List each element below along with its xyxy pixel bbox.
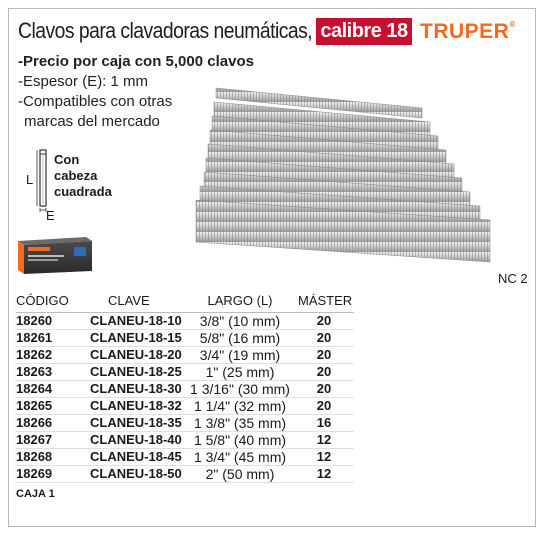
brand-name: TRUPER — [420, 20, 510, 43]
page-title: Clavos para clavadoras neumáticas, — [18, 18, 313, 43]
diagram-length-label: L — [26, 172, 34, 187]
master-cell: 20 — [294, 380, 354, 397]
key-cell: CLANEU-18-40 — [80, 431, 186, 448]
length-cell: 3/4" (19 mm) — [186, 346, 294, 363]
feature-item: -Precio por caja con 5,000 clavos — [18, 53, 254, 70]
master-cell: 20 — [294, 397, 354, 414]
column-header-key: CLAVE — [80, 290, 186, 312]
code-cell: 18265 — [16, 397, 80, 414]
code-cell: 18262 — [16, 346, 80, 363]
master-cell: 12 — [294, 448, 354, 465]
table-row — [16, 346, 354, 363]
master-cell: 12 — [294, 431, 354, 448]
table-row — [16, 431, 354, 448]
table-row — [16, 448, 354, 465]
code-cell: 18269 — [16, 465, 80, 482]
box-note: CAJA 1 — [16, 488, 55, 500]
column-header-code: CÓDIGO — [16, 290, 80, 312]
key-cell: CLANEU-18-25 — [80, 363, 186, 380]
code-cell: 18261 — [16, 329, 80, 346]
key-cell: CLANEU-18-10 — [80, 312, 186, 329]
master-cell: 20 — [294, 363, 354, 380]
caption-line: cuadrada — [54, 184, 112, 199]
code-cell: 18263 — [16, 363, 80, 380]
column-header-master: MÁSTER — [294, 290, 354, 312]
brand-logo — [420, 20, 516, 44]
nc-code: NC 2 — [498, 271, 528, 286]
length-cell: 3/8" (10 mm) — [186, 312, 294, 329]
table-row — [16, 329, 354, 346]
length-cell: 1" (25 mm) — [186, 363, 294, 380]
key-cell: CLANEU-18-32 — [80, 397, 186, 414]
code-cell: 18268 — [16, 448, 80, 465]
feature-item: -Compatibles con otras — [18, 93, 173, 110]
caliber-badge: calibre 18 — [316, 18, 412, 45]
key-cell: CLANEU-18-20 — [80, 346, 186, 363]
title-row — [18, 16, 352, 46]
nail-strips-image — [190, 82, 508, 268]
length-cell: 1 1/4" (32 mm) — [186, 397, 294, 414]
table-header-row — [16, 290, 354, 312]
feature-item: marcas del mercado — [24, 113, 160, 130]
length-cell: 1 5/8" (40 mm) — [186, 431, 294, 448]
caption-line: cabeza — [54, 168, 98, 183]
master-cell: 20 — [294, 346, 354, 363]
head-type-caption — [54, 152, 112, 200]
brand-registered-mark: ® — [509, 20, 516, 29]
diagram-thickness-label: E — [46, 208, 55, 223]
table-row — [16, 397, 354, 414]
code-cell: 18264 — [16, 380, 80, 397]
master-cell: 20 — [294, 312, 354, 329]
table-row — [16, 380, 354, 397]
length-cell: 1 3/4" (45 mm) — [186, 448, 294, 465]
column-header-length: LARGO (L) — [186, 290, 294, 312]
code-cell: 18260 — [16, 312, 80, 329]
length-cell: 1 3/8" (35 mm) — [186, 414, 294, 431]
key-cell: CLANEU-18-30 — [80, 380, 186, 397]
master-cell: 16 — [294, 414, 354, 431]
table-row — [16, 312, 354, 329]
key-cell: CLANEU-18-50 — [80, 465, 186, 482]
length-cell: 2" (50 mm) — [186, 465, 294, 482]
code-cell: 18266 — [16, 414, 80, 431]
key-cell: CLANEU-18-45 — [80, 448, 186, 465]
feature-item: -Espesor (E): 1 mm — [18, 73, 149, 90]
table-row — [16, 414, 354, 431]
code-cell: 18267 — [16, 431, 80, 448]
table-row — [16, 465, 354, 482]
key-cell: CLANEU-18-15 — [80, 329, 186, 346]
product-box-image — [16, 233, 94, 275]
table-row — [16, 363, 354, 380]
length-cell: 1 3/16" (30 mm) — [186, 380, 294, 397]
master-cell: 12 — [294, 465, 354, 482]
key-cell: CLANEU-18-35 — [80, 414, 186, 431]
caption-line: Con — [54, 152, 80, 167]
length-cell: 5/8" (16 mm) — [186, 329, 294, 346]
product-table — [16, 290, 354, 483]
master-cell: 20 — [294, 329, 354, 346]
